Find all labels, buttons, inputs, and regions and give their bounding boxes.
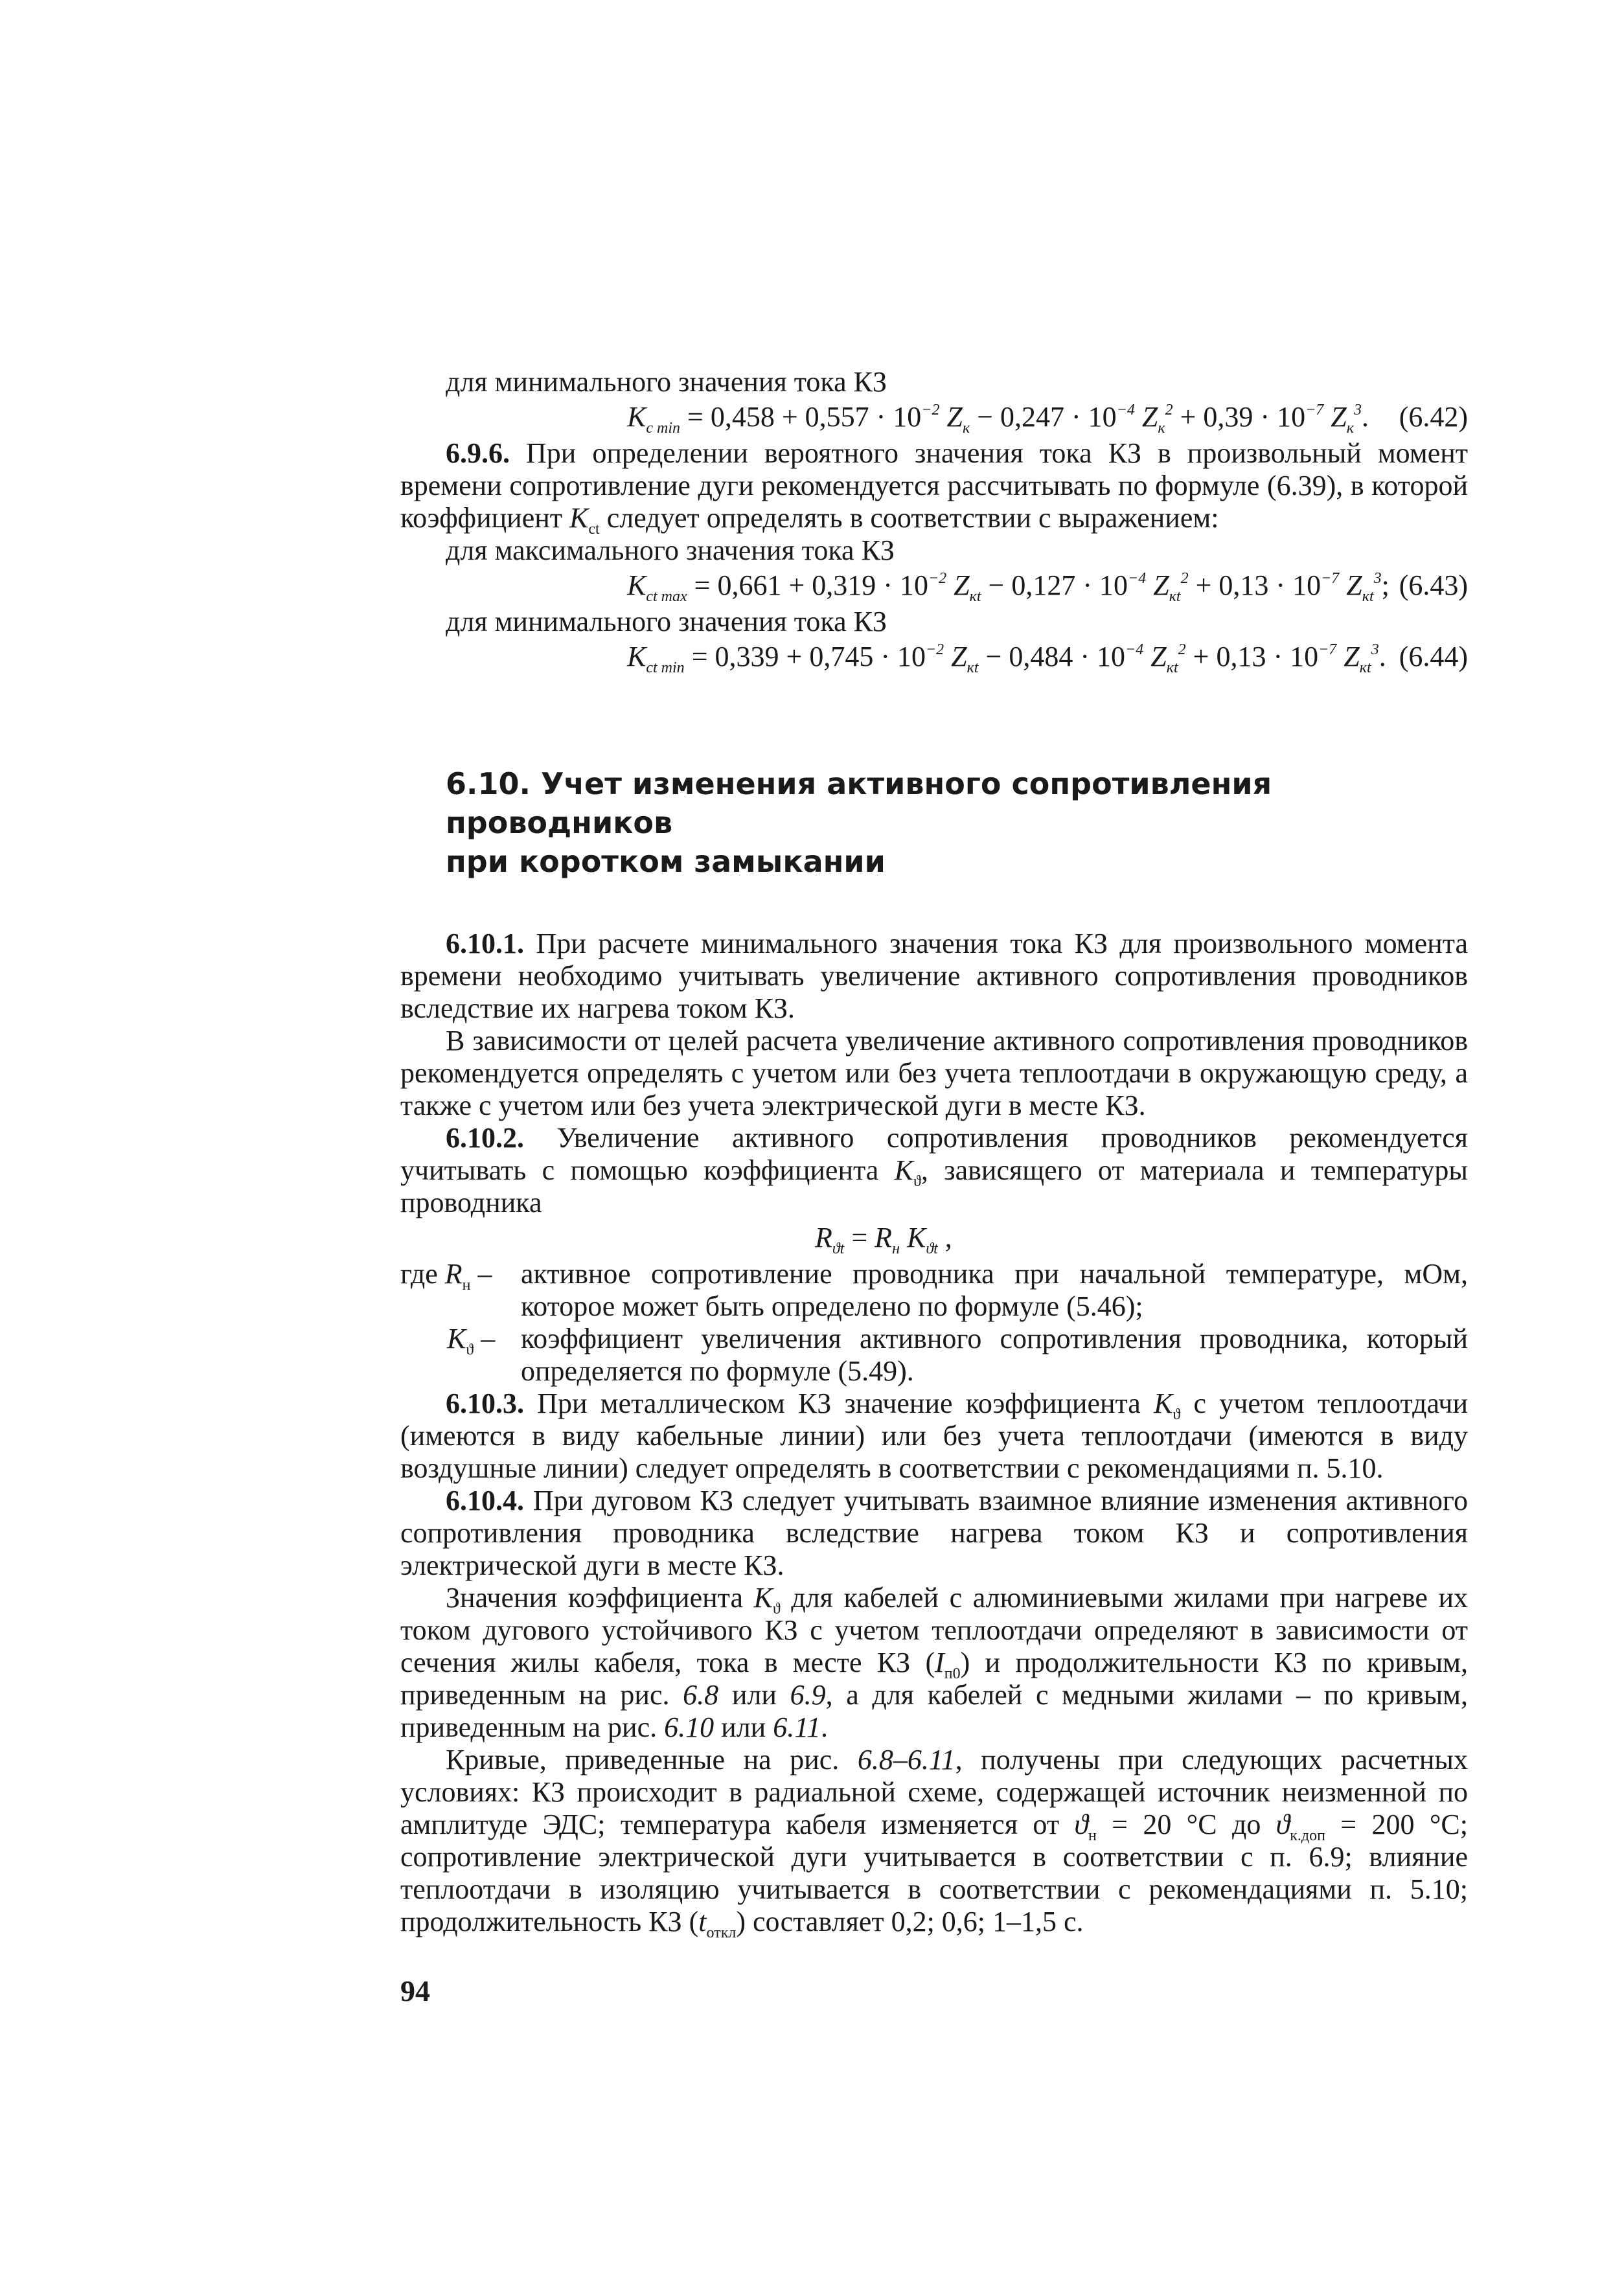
definition-text: коэффициент увеличения активного сопротивления проводника, который определяется по формуле (5.49).: [521, 1323, 1468, 1387]
paragraph-values: Значения коэффициента $K_ϑ$ для кабелей с алюминиевыми жилами при нагреве их током дугового устойчивого КЗ с учетом теплоотдачи определяют в зависимости от сечения жилы кабеля, тока в месте КЗ $(I_{п0})$ и продолжительности КЗ по кривым, приведенным на рис. 6.8 или 6.9, а для кабелей с медными жилами – по кривым, приведенным на рис. 6.10 или 6.11.: [400, 1582, 1469, 1743]
text-line: для максимального значения тока КЗ: [446, 534, 895, 566]
paragraph-curves: Кривые, приведенные на рис. 6.8–6.11, получены при следующих расчетных условиях: КЗ происходит в радиальной схеме, содержащей источник неизменной по амплитуде ЭДС; температура кабеля изменяется от $ϑ_н = 20$ °С до $ϑ_{к.доп} = 200$ °С; сопротивление электрической дуги учитывается в соответствии с п. 6.9; влияние теплоотдачи в изоляцию учитывается в соответствии с рекомендациями п. 5.10; продолжительность КЗ $(t_{откл})$ составляет 0,2; 0,6; 1–1,5 с.: [400, 1744, 1468, 1941]
formula-number: (6.43): [1399, 569, 1468, 601]
paragraph-6-10-2: 6.10.2. Увеличение активного сопротивления проводников рекомендуется учитывать с помощью коэффициента $K_ϑ$, зависящего от материала и температуры проводника: [400, 1122, 1468, 1218]
text-line: для минимального значения тока КЗ: [446, 606, 887, 637]
formula-6-43: [400, 568, 1468, 606]
definition-k-theta: [400, 1323, 1468, 1388]
formula-expression: $K_{ct min} = 0,339 + 0,745 \cdot 10^{-2}$ $Z_{кt} - 0,484 \cdot 10^{-4}$ $Z_{кt}^2 + 0,13 \cdot 10^{-7}$ $Z_{кt}^3$.: [627, 641, 1386, 676]
formula-expression: $K_{ct max} = 0,661 + 0,319 \cdot 10^{-2}$ $Z_{кt} - 0,127 \cdot 10^{-4}$ $Z_{кt}^2 + 0,13 \cdot 10^{-7}$ $Z_{кt}^3$;: [627, 569, 1390, 605]
text-line: для минимального значения тока КЗ: [446, 366, 887, 398]
section-heading-6-10: [446, 764, 1468, 881]
paragraph-6-10-1: 6.10.1. При расчете минимального значения тока КЗ для произвольного момента времени необходимо учитывать увеличение активного сопротивления проводников вследствие их нагрева током КЗ.: [400, 928, 1468, 1024]
formula-6-44: [400, 639, 1468, 677]
heading-line: при коротком замыкании: [446, 844, 886, 879]
formula-number: (6.44): [1399, 641, 1468, 672]
paragraph-6-10-3: 6.10.3. При металлическом КЗ значение коэффициента $K_ϑ$ с учетом теплоотдачи (имеются в виду кабельные линии) или без учета теплоотдачи (имеются в виду воздушные линии) следует определять в соответствии с рекомендациями п. 5.10.: [400, 1388, 1468, 1484]
paragraph-6-10-4: 6.10.4. При дуговом КЗ следует учитывать взаимное влияние изменения активного сопротивления проводника вследствие нагрева током КЗ и сопротивления электрической дуги в месте КЗ.: [400, 1485, 1468, 1581]
definition-term: $K_ϑ$ –: [447, 1323, 496, 1358]
formula-6-42: [400, 400, 1468, 437]
formula-r-theta: [400, 1220, 1468, 1258]
text-column: [400, 366, 1469, 1941]
definition-r-n: [400, 1258, 1468, 1323]
formula-number: (6.42): [1399, 401, 1468, 433]
page-number: 94: [400, 1974, 430, 2007]
paragraph-dependence: В зависимости от целей расчета увеличение активного сопротивления проводников рекомендуется определять с учетом или без учета теплоотдачи в окружающую среду, а также с учетом или без учета электрической дуги в месте КЗ.: [400, 1025, 1468, 1121]
paragraph-6-9-6: 6.9.6. При определении вероятного значения тока КЗ в произвольный момент времени сопротивление дуги рекомендуется рассчитывать по формуле (6.39), в которой коэффициент $K_{ct}$ следует определять в соответствии с выражением:: [400, 437, 1468, 538]
definition-text: активное сопротивление проводника при начальной температуре, мОм, которое может быть определено по формуле (5.46);: [521, 1258, 1468, 1322]
definition-term: где $R_н$ –: [400, 1258, 492, 1294]
heading-line: 6.10. Учет изменения активного сопротивления проводников: [446, 766, 1272, 840]
formula-expression: $K_{c min} = 0,458 + 0,557 \cdot 10^{-2}$ $Z_к - 0,247 \cdot 10^{-4}$ $Z_к^2 + 0,39 \cdot 10^{-7}$ $Z_к^3$.: [627, 401, 1369, 437]
formula-expression: $R_{ϑt} = R_н$ $K_{ϑt}$ ,: [815, 1222, 952, 1257]
